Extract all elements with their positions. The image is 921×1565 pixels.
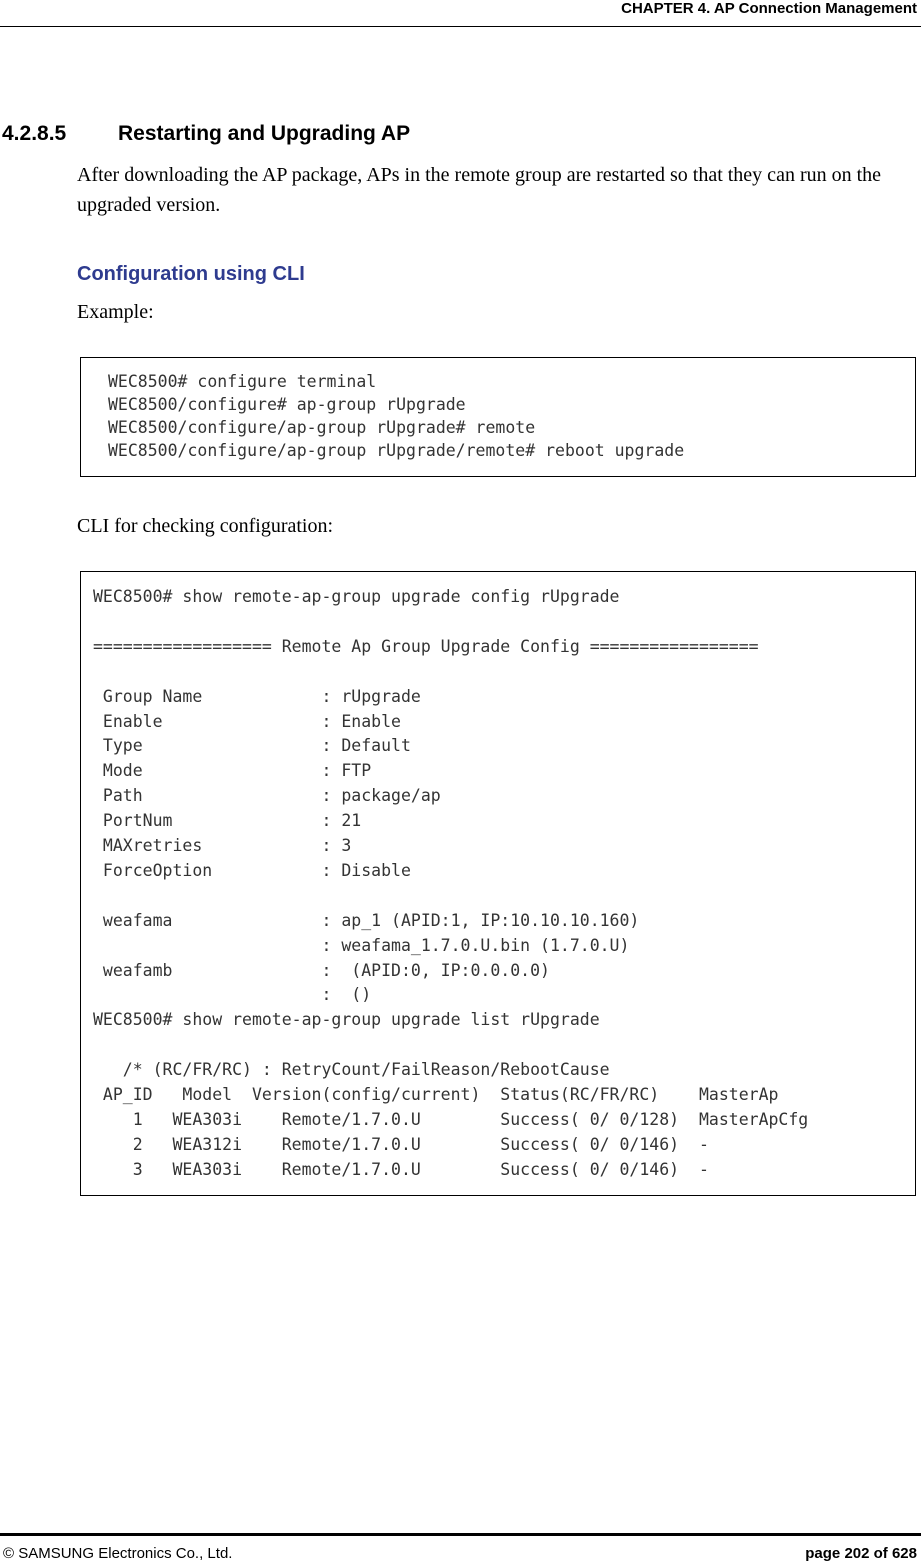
header-divider: [0, 26, 921, 27]
output-line: WEC8500# show remote-ap-group upgrade list rUpgrade: [93, 1010, 600, 1030]
output-line: Mode : FTP: [93, 761, 372, 781]
output-line: ================== Remote Ap Group Upgrade Config =================: [93, 636, 759, 656]
section-number: 4.2.8.5: [2, 122, 67, 145]
output-line: Path : package/ap: [93, 786, 441, 806]
output-line: 2 WEA312i Remote/1.7.0.U Success( 0/ 0/146) -: [93, 1134, 709, 1154]
output-line: Group Name : rUpgrade: [93, 686, 421, 706]
config-code-block: [80, 357, 916, 477]
output-line: [93, 610, 915, 635]
section-title: Restarting and Upgrading AP: [118, 122, 411, 145]
check-output-block: [80, 571, 916, 1196]
code-line: WEC8500/configure/ap-group rUpgrade# remote: [108, 418, 536, 437]
output-line: [93, 884, 915, 909]
output-line: MAXretries : 3: [93, 836, 352, 856]
output-line: Enable : Enable: [93, 711, 401, 731]
output-line: WEC8500# show remote-ap-group upgrade config rUpgrade: [93, 587, 620, 606]
chapter-header: CHAPTER 4. AP Connection Management: [621, 0, 917, 17]
output-line: weafamb : (APID:0, IP:0.0.0.0): [93, 960, 550, 980]
config-subheading: Configuration using CLI: [77, 263, 305, 285]
example-label: Example:: [77, 301, 154, 323]
output-line: weafama : ap_1 (APID:1, IP:10.10.10.160): [93, 910, 640, 930]
output-line: 1 WEA303i Remote/1.7.0.U Success( 0/ 0/128) MasterApCfg: [93, 1109, 809, 1129]
code-line: WEC8500/configure# ap-group rUpgrade: [108, 395, 466, 414]
check-label: CLI for checking configuration:: [77, 515, 334, 537]
output-line: ForceOption : Disable: [93, 860, 411, 880]
intro-paragraph: After downloading the AP package, APs in the remote group are restarted so that they can run on the upgraded version.: [77, 164, 882, 216]
code-line: WEC8500/configure/ap-group rUpgrade/remote# reboot upgrade: [108, 441, 685, 460]
footer-copyright: © SAMSUNG Electronics Co., Ltd.: [3, 1545, 233, 1562]
output-line: [93, 1033, 915, 1058]
output-line: 3 WEA303i Remote/1.7.0.U Success( 0/ 0/146) -: [93, 1159, 709, 1179]
code-line: WEC8500# configure terminal: [108, 372, 377, 391]
output-line: AP_ID Model Version(config/current) Status(RC/FR/RC) MasterAp: [93, 1085, 779, 1105]
output-line: : (): [93, 985, 372, 1005]
output-line: /* (RC/FR/RC) : RetryCount/FailReason/RebootCause: [93, 1060, 610, 1080]
section-heading: [2, 121, 410, 147]
output-line: Type : Default: [93, 736, 411, 756]
output-line: PortNum : 21: [93, 811, 362, 831]
footer-divider: [0, 1533, 921, 1536]
output-line: [93, 660, 915, 685]
footer-page-number: page 202 of 628: [805, 1545, 917, 1562]
output-line: : weafama_1.7.0.U.bin (1.7.0.U): [93, 935, 630, 955]
